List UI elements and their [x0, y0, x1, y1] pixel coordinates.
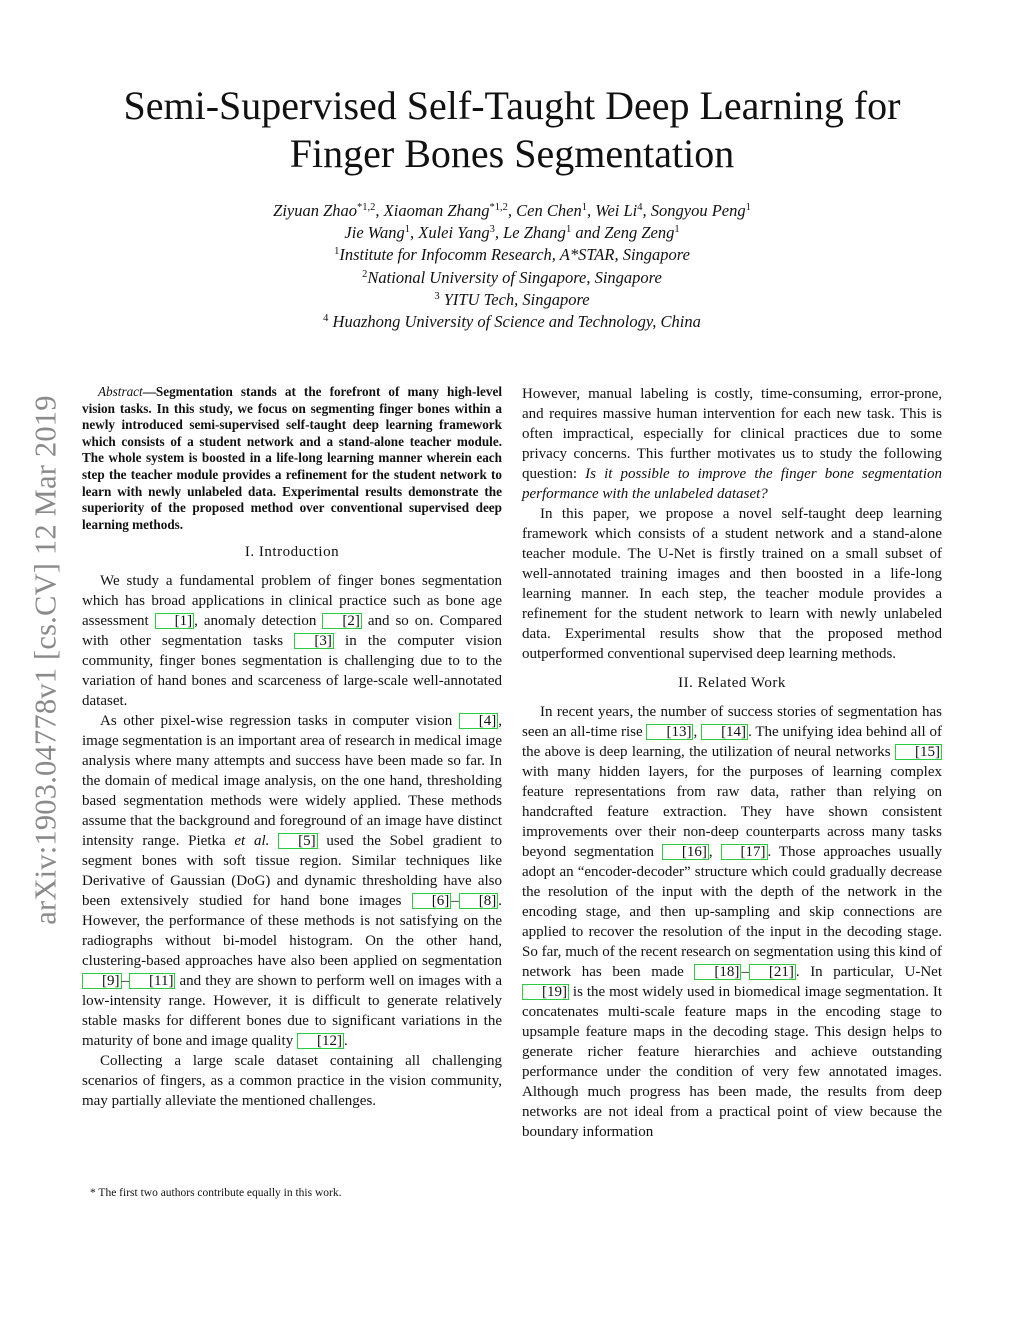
affiliation-text: National University of Singapore, Singapore: [367, 267, 662, 287]
author-sup: 1: [674, 224, 680, 236]
citation-link[interactable]: [16]: [662, 844, 709, 860]
author-name: Xiaoman Zhang: [383, 201, 490, 220]
affiliation-sup: 3: [434, 291, 440, 303]
citation-link[interactable]: [18]: [694, 964, 741, 980]
citation-link[interactable]: [15]: [895, 744, 942, 760]
intro-paragraph-3: Collecting a large scale dataset containing all challenging scenarios of fingers, as a common practice in the vision community, may partially alleviate the mentioned challenges.: [82, 1053, 502, 1110]
intro-paragraph-2: As other pixel-wise regression tasks in computer vision [4] , image segmentation is an important area of research in medical image analysis where many attempts and success have been made so far. In the domain of medical image analysis, on the one hand, thresholding based segmentation methods were widely applied. These methods assume that the background and foreground of an image have distinct intensity range. Pietka et al. [5] used the Sobel gradient to segment bones with soft tissue region. Similar techniques like Derivative of Gaussian (DoG) and dynamic thresholding have also been extensively studied for hand bone images [6] – [8] . However, the performance of these methods is not satisfying on the radiographs without bi-model histogram. On the other hand, clustering-based approaches have also been applied on segmentation [9] – [11] and they are shown to perform well on images with a low-intensity range. However, it is difficult to generate relatively stable masks for different bones due to significant variations in the maturity of bone and image quality [12] .: [82, 713, 503, 1050]
affiliation: [80, 244, 944, 266]
author-sup: *1,2: [489, 202, 508, 214]
related-work-paragraph-1: In recent years, the number of success stories of segmentation has seen an all-time rise [13] , [14] . The unifying idea behind all of the above is deep learning, the utilization of neural networks [15] with many hidden layers, for the purposes of learning complex feature representations from raw data, rather than relying on handcrafted feature extraction. They have shown consistent improvements over their non-deep counterparts across many tasks beyond segmentation [16] , [17] . Those approaches usually adopt an “encoder-decoder” structure which could gradually decrease the resolution of the input with the depth of the network in the encoding stage, and then up-sampling and skip connections are applied to recover the resolution of the input in the decoding stage. So far, much of the recent research on segmentation using this kind of network has been made [18] – [21] . In particular, U-Net [19] is the most widely used in biomedical image segmentation. It concatenates multi-scale feature maps in the encoding stage to upsample feature maps in the decoding stage. This design helps to generate richer feature hierarchies and achieve outstanding performance under the condition of very few annotated images. Although much progress has been made, the results from deep networks are not ideal from a practical point of view because the boundary information: [522, 704, 943, 1140]
affiliation-text: YITU Tech, Singapore: [443, 289, 590, 309]
citation-link[interactable]: [3]: [294, 633, 334, 649]
affiliation-sup: 1: [334, 246, 340, 258]
author-name: Ziyuan Zhao: [273, 201, 358, 220]
citation-link[interactable]: [2]: [322, 613, 362, 629]
citation-link[interactable]: [9]: [82, 973, 122, 989]
affiliation-text: Huazhong University of Science and Technology, China: [332, 312, 701, 332]
author-name: Jie Wang: [344, 223, 405, 243]
citation-link[interactable]: [13]: [646, 724, 693, 740]
author-name: Le Zhang: [503, 223, 566, 243]
intro-paragraph-4: In this paper, we propose a novel self-taught deep learning framework which consists of a student network and a stand-alone teacher module. The U-Net is firstly trained on a small subset of well-annotated training images and then boosted in a life-long learning manner. In each step, the teacher module provides a refinement for the student network to learn with newly unlabeled data. Experimental results show that the proposed method outperformed conventional supervised deep learning methods.: [522, 506, 942, 662]
abstract-text: —Segmentation stands at the forefront of many high-level vision tasks. In this study, we focus on segmenting finger bones within a newly introduced semi-supervised self-taught deep learning framework which consists of a student network and a stand-alone teacher module. The whole system is boosted in a life-long learning manner wherein each step the teacher module provides a refinement for the student network to learn with newly unlabeled data. Experimental results demonstrate the superiority of the proposed method over conventional supervised deep learning methods.: [82, 384, 502, 532]
citation-link[interactable]: [12]: [297, 1033, 344, 1049]
author-name: Xulei Yang: [418, 223, 490, 243]
arxiv-identifier[interactable]: arXiv:1903.04778v1 [cs.CV] 12 Mar 2019: [28, 395, 63, 925]
affiliation-text: Institute for Infocomm Research, A*STAR, Singapore: [339, 245, 690, 265]
abstract: [82, 384, 502, 533]
citation-link[interactable]: [14]: [701, 724, 748, 740]
affiliation-sup: 4: [323, 313, 329, 325]
author-name: Songyou Peng: [650, 201, 746, 220]
citation-link[interactable]: [6]: [412, 893, 452, 909]
author-sup: *1,2: [357, 202, 376, 214]
author-sup: 4: [637, 202, 643, 214]
section-heading-introduction: I. Introduction: [244, 544, 340, 561]
title-line-2: Finger Bones Segmentation: [289, 131, 735, 176]
intro-paragraph-continued: However, manual labeling is costly, time-consuming, error-prone, and requires massive human intervention for each new task. This is often impractical, especially for clinical practices due to some privacy concerns. This further motivates us to study the following question: Is it possible to improve the finger bone segmentation performance with the unlabeled dataset?: [522, 386, 942, 502]
author-name: Cen Chen: [516, 201, 582, 220]
citation-link[interactable]: [11]: [129, 973, 175, 989]
author-sup: 1: [565, 224, 572, 236]
abstract-label: Abstract: [98, 384, 143, 399]
title-line-1: Semi-Supervised Self-Taught Deep Learning for: [123, 83, 901, 128]
affiliation: [80, 289, 944, 311]
citation-link[interactable]: [21]: [749, 964, 796, 980]
citation-link[interactable]: [1]: [155, 613, 195, 629]
affiliation-sup: 2: [362, 268, 368, 280]
intro-paragraph-1: We study a fundamental problem of finger bones segmentation which has broad applications in clinical practice such as bone age assessment [1] , anomaly detection [2] and so on. Compared with other segmentation tasks [3] in the computer vision community, finger bones segmentation is challenging due to to the variation of hand bones and scarceness of large-scale well-annotated dataset.: [82, 573, 502, 710]
author-conjunction: and: [575, 223, 601, 243]
section-heading-related-work: II. Related Work: [678, 675, 786, 691]
citation-link[interactable]: [17]: [721, 844, 768, 860]
author-name: Wei Li: [595, 201, 638, 220]
footnote: * The first two authors contribute equally in this work.: [90, 1187, 342, 1199]
paper-title: [80, 82, 944, 178]
right-column: [522, 384, 942, 1142]
author-sup: 3: [489, 224, 495, 236]
citation-link[interactable]: [4]: [459, 713, 499, 729]
author-sup: 1: [404, 224, 411, 236]
left-column: [82, 384, 502, 1111]
citation-link[interactable]: [8]: [459, 893, 499, 909]
author-block: [80, 200, 944, 333]
author-sup: 1: [581, 202, 587, 214]
citation-link[interactable]: [5]: [278, 833, 318, 849]
affiliation: [80, 267, 944, 289]
author-line-2: Jie Wang$^1$, Xulei Yang$^3$, Le Zhang$^1$ and Zeng Zeng$^1$: [344, 223, 680, 243]
affiliation: [80, 311, 944, 333]
citation-link[interactable]: [19]: [522, 984, 569, 1000]
research-question: Is it possible to improve the finger bone segmentation performance with the unlabeled dataset?: [522, 466, 942, 502]
author-line-1: Ziyuan Zhao$^{*1,2}$, Xiaoman Zhang$^{*1,2}$, Cen Chen$^1$, Wei Li$^4$, Songyou Peng$^1$: [273, 201, 751, 220]
author-name: Zeng Zeng: [604, 223, 675, 243]
author-sup: 1: [745, 202, 751, 214]
